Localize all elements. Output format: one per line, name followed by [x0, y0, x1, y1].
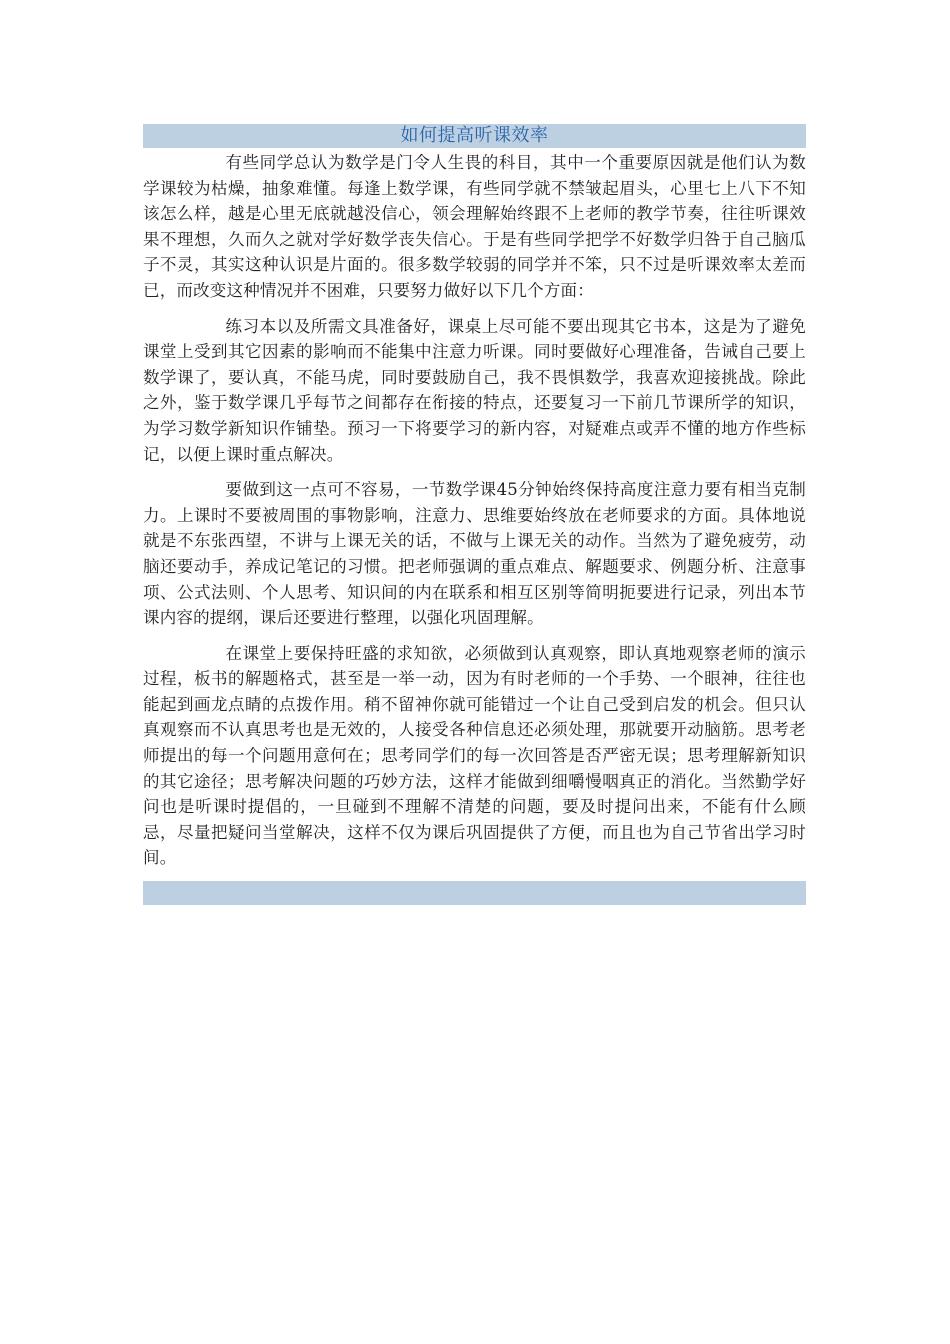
document-page	[143, 124, 806, 905]
bottom-bar	[143, 881, 806, 905]
document-body	[143, 150, 806, 871]
paragraph-intro: 有些同学总认为数学是门令人生畏的科目，其中一个重要原因就是他们认为数学课较为枯燥，抽象难懂。每逢上数学课，有些同学就不禁皱起眉头，心里七上八下不知该怎么样，越是心里无底就越没信心，领会理解始终跟不上老师的教学节奏，往往听课效果不理想，久而久之就对学好数学丧失信心。于是有些同学把学不好数学归咎于自己脑瓜子不灵，其实这种认识是片面的。很多数学较弱的同学并不笨，只不过是听课效率太差而已，而改变这种情况并不困难，只要努力做好以下几个方面：	[143, 153, 806, 300]
paragraph-preparation: 练习本以及所需文具准备好，课桌上尽可能不要出现其它书本，这是为了避免课堂上受到其它因素的影响而不能集中注意力听课。同时要做好心理准备，告诫自己要上数学课了，要认真，不能马虎，同时要鼓励自己，我不畏惧数学，我喜欢迎接挑战。除此之外，鉴于数学课几乎每节之间都存在衔接的特点，还要复习一下前几节课所学的知识，为学习数学新知识作铺垫。预习一下将要学习的新内容，对疑难点或弄不懂的地方作些标记，以便上课时重点解决。	[143, 316, 806, 464]
paragraph-attention: 要做到这一点可不容易，一节数学课45分钟始终保持高度注意力要有相当克制力。上课时不要被周围的事物影响，注意力、思维要始终放在老师要求的方面。具体地说就是不东张西望，不讲与上课无关的话，不做与上课无关的动作。当然为了避免疲劳，动脑还要动手，养成记笔记的习惯。把老师强调的重点难点、解题要求、例题分析、注意事项、公式法则、个人思考、知识间的内在联系和相互区别等简明扼要进行记录，列出本节课内容的提纲，课后还要进行整理，以强化巩固理解。	[143, 480, 806, 628]
document-title: 如何提高听课效率	[400, 125, 549, 146]
paragraph-observation: 在课堂上要保持旺盛的求知欲，必须做到认真观察，即认真地观察老师的演示过程，板书的解题格式，甚至是一举一动，因为有时老师的一个手势、一个眼神，往往也能起到画龙点睛的点拨作用。稍不留神你就可能错过一个让自己受到启发的机会。但只认真观察而不认真思考也是无效的，人接受各种信息还必须处理，那就要开动脑筋。思考老师提出的每一个问题用意何在；思考同学们的每一次回答是否严密无误；思考理解新知识的其它途径；思考解决问题的巧妙方法，这样才能做到细嚼慢咽真正的消化。当然勤学好问也是听课时提倡的，一旦碰到不理解不清楚的问题，要及时提问出来，不能有什么顾忌，尽量把疑问当堂解决，这样不仅为课后巩固提供了方便，而且也为自己节省出学习时间。	[143, 643, 806, 868]
title-bar	[143, 124, 806, 148]
